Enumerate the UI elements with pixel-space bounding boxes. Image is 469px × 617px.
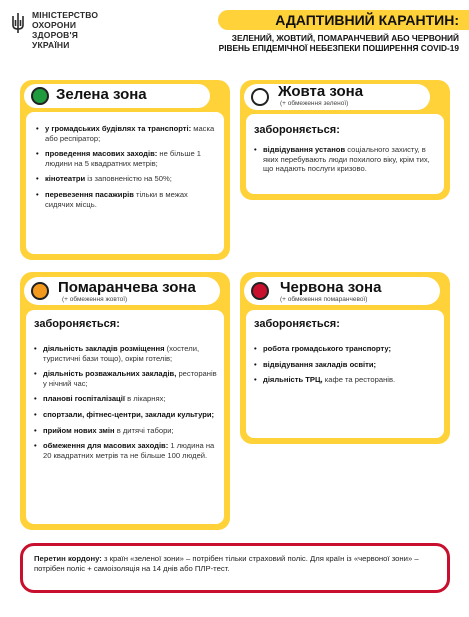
list-item: • обмеження для масових заходів: 1 людина на 20 квадратних метрів та не більше 100 людей. bbox=[34, 441, 218, 460]
ministry-line: МІНІСТЕРСТВО bbox=[32, 10, 99, 20]
border-crossing-label: Перетин кордону: bbox=[34, 554, 102, 563]
ministry-line: ЗДОРОВ'Я bbox=[32, 30, 79, 40]
list-item: • діяльність розважальних закладів, ресторанів у нічний час; bbox=[34, 369, 218, 388]
ministry-name bbox=[32, 10, 112, 50]
yellow-dot-icon bbox=[251, 88, 269, 106]
red-forbidden-heading: забороняється: bbox=[254, 318, 340, 330]
red-zone-note: (+ обмеження помаранчевої) bbox=[280, 296, 368, 303]
border-crossing-text bbox=[34, 554, 439, 574]
orange-zone-note: (+ обмеження жовтої) bbox=[62, 296, 128, 303]
list-item: • відвідування установ соціального захисту, в яких перебувають люди похилого віку, крім тих, що надають послуги кризово. bbox=[254, 145, 434, 174]
page-subtitle bbox=[129, 33, 459, 53]
yellow-zone-note: (+ обмеження зеленої) bbox=[280, 100, 349, 107]
orange-forbidden-heading: забороняється: bbox=[34, 318, 120, 330]
list-item: • у громадських будівлях та транспорті: маска або респіратор; bbox=[36, 124, 218, 143]
red-zone-title: Червона зона bbox=[280, 279, 382, 296]
list-item: • планові госпіталізації в лікарнях; bbox=[34, 394, 218, 404]
orange-zone-title: Помаранчева зона bbox=[58, 279, 196, 296]
ministry-line: ОХОРОНИ bbox=[32, 20, 77, 30]
yellow-zone-list bbox=[254, 145, 434, 180]
header bbox=[0, 0, 469, 62]
green-zone-title: Зелена зона bbox=[56, 86, 147, 103]
list-item: • діяльність ТРЦ, кафе та ресторанів. bbox=[254, 375, 434, 385]
list-item: • спортзали, фітнес-центри, заклади культури; bbox=[34, 410, 218, 420]
green-dot-icon bbox=[31, 87, 49, 105]
orange-dot-icon bbox=[31, 282, 49, 300]
list-item: • кінотеатри із заповненістю на 50%; bbox=[36, 174, 218, 184]
yellow-zone-title: Жовта зона bbox=[278, 83, 364, 100]
ministry-line: УКРАЇНИ bbox=[32, 40, 70, 50]
border-crossing-details: з країн «зеленої зони» – потрібен тільки страховий поліс. Для країн із «червоної зони» – потрібен поліс + самоізоляція на 14 днів або ПЛР-тест. bbox=[34, 554, 419, 573]
list-item: • робота громадського транспорту; bbox=[254, 344, 434, 354]
trident-emblem-icon bbox=[10, 12, 26, 34]
red-dot-icon bbox=[251, 282, 269, 300]
yellow-forbidden-heading: забороняється: bbox=[254, 124, 340, 136]
orange-zone-list bbox=[34, 344, 218, 466]
green-zone-list bbox=[36, 124, 218, 215]
list-item: • проведення масових заходів: не більше 1 людини на 5 квадратних метрів; bbox=[36, 149, 218, 168]
page-title: АДАПТИВНИЙ КАРАНТИН: bbox=[275, 12, 459, 28]
red-zone-list bbox=[254, 344, 434, 391]
list-item: • діяльність закладів розміщення (хостели, туристичні бази тощо), окрім готелів; bbox=[34, 344, 218, 363]
list-item: • відвідування закладів освіти; bbox=[254, 360, 434, 370]
list-item: • прийом нових змін в дитячі табори; bbox=[34, 426, 218, 436]
subtitle-line: ЗЕЛЕНИЙ, ЖОВТИЙ, ПОМАРАНЧЕВИЙ АБО ЧЕРВОНИЙ bbox=[231, 33, 459, 43]
subtitle-line: РІВЕНЬ ЕПІДЕМІЧНОЇ НЕБЕЗПЕКИ ПОШИРЕННЯ COVID-19 bbox=[218, 43, 459, 53]
list-item: • перевезення пасажирів тільки в межах сидячих місць. bbox=[36, 190, 218, 209]
